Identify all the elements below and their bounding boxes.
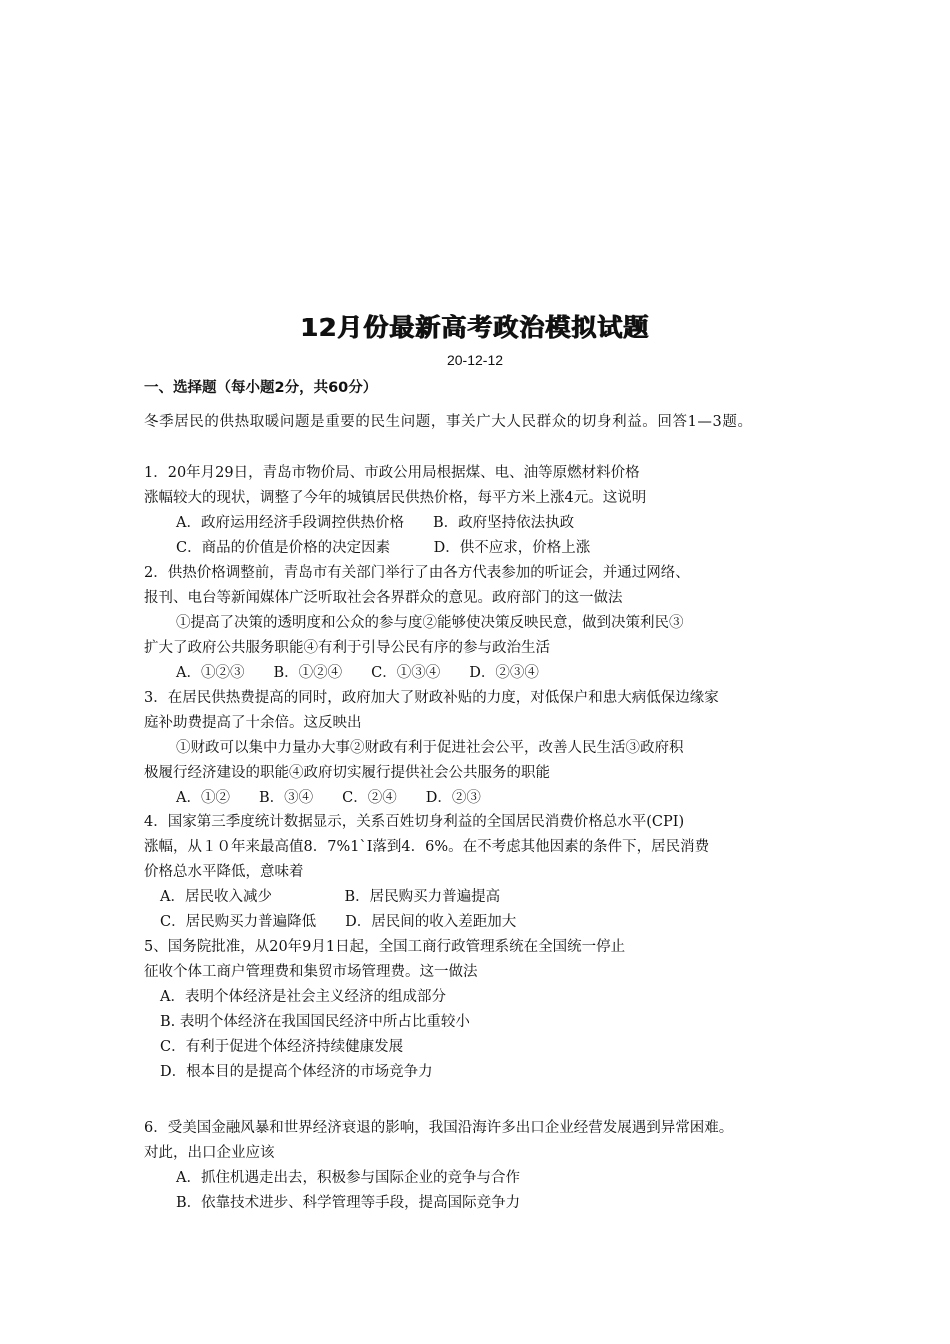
exam-date: 20-12-12 [446, 352, 504, 368]
q1-options-ab: A．政府运用经济手段调控供热价格 B．政府坚持依法执政 [176, 515, 575, 531]
q3-stem-line: 极履行经济建设的职能④政府切实履行提供社会公共服务的职能 [144, 765, 550, 781]
q4-options-ab: A．居民收入减少 B．居民购买力普遍提高 [160, 889, 501, 905]
q1-stem-line: 1．20年月29日，青岛市物价局、市政公用局根据煤、电、油等原燃材料价格 [144, 465, 640, 481]
q4-stem-line: 价格总水平降低，意味着 [144, 864, 304, 880]
q2-stem-line: 报刊、电台等新闻媒体广泛听取社会各界群众的意见。政府部门的这一做法 [144, 590, 623, 606]
q6-option-a: A．抓住机遇走出去，积极参与国际企业的竞争与合作 [176, 1170, 520, 1186]
q4-stem-line: 涨幅，从１０年来最高值8．7%1`I落到4．6%。在不考虑其他因素的条件下，居民消费 [144, 839, 710, 855]
q6-stem-line: 6．受美国金融风暴和世界经济衰退的影响，我国沿海许多出口企业经营发展遇到异常困难。 [144, 1120, 734, 1136]
q3-options: A．①② B．③④ C．②④ D．②③ [176, 790, 481, 806]
q5-option-c: C．有利于促进个体经济持续健康发展 [160, 1039, 404, 1055]
q2-stem-line: ①提高了决策的透明度和公众的参与度②能够使决策反映民意，做到决策利民③ [176, 615, 684, 631]
q6-stem-line: 对此，出口企业应该 [144, 1145, 275, 1161]
q2-options: A．①②③ B．①②④ C．①③④ D．②③④ [176, 665, 539, 681]
q2-stem-line: 扩大了政府公共服务职能④有利于引导公民有序的参与政治生活 [144, 640, 550, 656]
q5-option-d: D．根本目的是提高个体经济的市场竞争力 [160, 1064, 433, 1080]
q1-stem-line: 涨幅较大的现状，调整了今年的城镇居民供热价格，每平方米上涨4元。这说明 [144, 490, 647, 506]
page-title: 12月份最新高考政治模拟试题 [300, 313, 650, 342]
intro-text: 冬季居民的供热取暖问题是重要的民生问题，事关广大人民群众的切身利益。回答1—3题。 [144, 414, 753, 430]
q3-stem-line: 3．在居民供热费提高的同时，政府加大了财政补贴的力度，对低保户和患大病低保边缘家 [144, 690, 719, 706]
q6-option-b: B．依靠技术进步、科学管理等手段，提高国际竞争力 [176, 1195, 521, 1211]
q4-stem-line: 4．国家第三季度统计数据显示，关系百姓切身利益的全国居民消费价格总水平(CPI) [144, 814, 685, 830]
q3-stem-line: 庭补助费提高了十余倍。这反映出 [144, 715, 362, 731]
q5-stem-line: 5、国务院批准，从20年9月1日起，全国工商行政管理系统在全国统一停止 [144, 939, 626, 955]
q4-options-cd: C．居民购买力普遍降低 D．居民间的收入差距加大 [160, 914, 517, 930]
q5-option-b: B. 表明个体经济在我国国民经济中所占比重较小 [160, 1014, 470, 1030]
q2-stem-line: 2．供热价格调整前，青岛市有关部门举行了由各方代表参加的听证会，并通过网络、 [144, 565, 690, 581]
q3-stem-line: ①财政可以集中力量办大事②财政有利于促进社会公平，改善人民生活③政府积 [176, 740, 684, 756]
q1-options-cd: C．商品的价值是价格的决定因素 D．供不应求，价格上涨 [176, 540, 591, 556]
section-heading: 一、选择题（每小题2分，共60分） [144, 380, 378, 396]
q5-option-a: A．表明个体经济是社会主义经济的组成部分 [160, 989, 446, 1005]
q5-stem-line: 征收个体工商户管理费和集贸市场管理费。这一做法 [144, 964, 478, 980]
